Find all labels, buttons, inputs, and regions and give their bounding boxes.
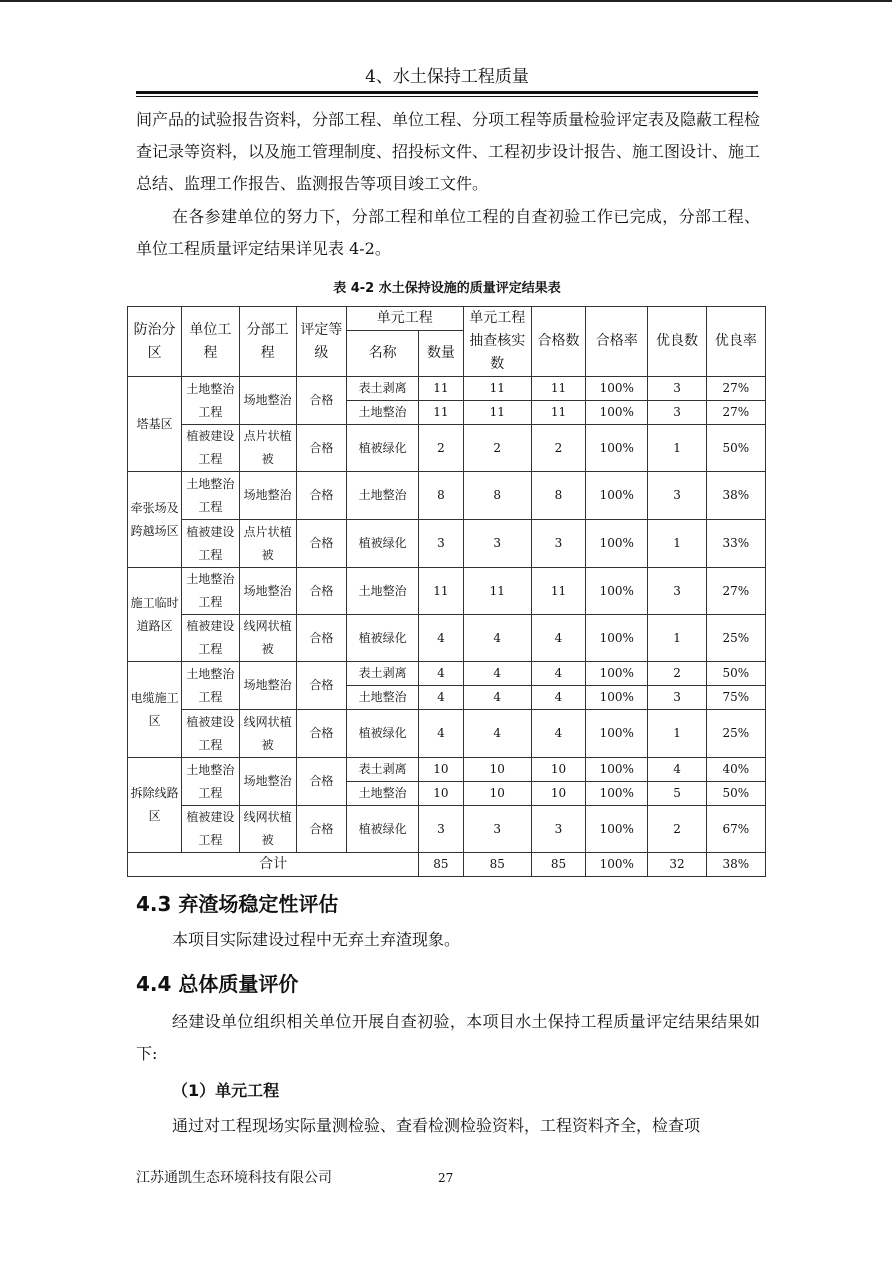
cell-sub: 线网状植被: [239, 615, 296, 662]
cell-pass-rate: 100%: [586, 710, 648, 758]
cell-sample: 4: [463, 686, 531, 710]
cell-count: 11: [419, 401, 463, 425]
cell-name: 土地整治: [347, 472, 419, 520]
header-rule-thick: [136, 91, 758, 94]
section-4-4-title: 4.4 总体质量评价: [136, 972, 299, 996]
cell-sub: 点片状植被: [239, 425, 296, 472]
cell-sub: 场地整治: [239, 758, 296, 806]
cell-pass-rate: 100%: [586, 615, 648, 662]
cell-grade: 合格: [296, 710, 346, 758]
cell-sample: 10: [463, 758, 531, 782]
cell-excellent: 1: [648, 520, 706, 568]
cell-pass: 10: [531, 758, 585, 782]
cell-count: 3: [419, 520, 463, 568]
cell-sample: 4: [463, 662, 531, 686]
cell-pass: 8: [531, 472, 585, 520]
cell-excellent: 3: [648, 686, 706, 710]
cell-name: 土地整治: [347, 686, 419, 710]
cell-pass-rate: 100%: [586, 520, 648, 568]
header-sub: 分部工程: [239, 307, 296, 377]
cell-excellent: 2: [648, 662, 706, 686]
table-caption: 表 4-2 水土保持设施的质量评定结果表: [333, 281, 561, 296]
footer-company: 江苏通凯生态环境科技有限公司: [136, 1170, 332, 1186]
cell-sample: 3: [463, 520, 531, 568]
cell-grade: 合格: [296, 758, 346, 806]
cell-name: 植被绿化: [347, 520, 419, 568]
cell-name: 植被绿化: [347, 806, 419, 853]
cell-pass: 4: [531, 615, 585, 662]
cell-excellent: 3: [648, 401, 706, 425]
header-name: 名称: [347, 331, 419, 377]
header-excellent: 优良数: [648, 307, 706, 377]
cell-sub: 场地整治: [239, 662, 296, 710]
cell-count: 10: [419, 782, 463, 806]
cell-excellent: 1: [648, 425, 706, 472]
cell-sample: 4: [463, 710, 531, 758]
section-4-3-text: 本项目实际建设过程中无弃土弃渣现象。: [172, 930, 461, 949]
cell-sample: 10: [463, 782, 531, 806]
cell-name: 土地整治: [347, 782, 419, 806]
total-excellent-rate: 38%: [706, 853, 765, 877]
cell-name: 表土剥离: [347, 377, 419, 401]
header-element: 单元工程: [347, 307, 464, 331]
cell-zone: 施工临时道路区: [128, 568, 182, 662]
cell-sample: 11: [463, 401, 531, 425]
cell-excellent: 4: [648, 758, 706, 782]
cell-count: 8: [419, 472, 463, 520]
cell-excellent-rate: 50%: [706, 662, 765, 686]
cell-pass: 11: [531, 568, 585, 615]
cell-pass-rate: 100%: [586, 472, 648, 520]
total-sample: 85: [463, 853, 531, 877]
cell-unit: 植被建设工程: [182, 710, 239, 758]
total-pass: 85: [531, 853, 585, 877]
quality-table: [127, 306, 766, 877]
header-pass: 合格数: [531, 307, 585, 377]
cell-sub: 线网状植被: [239, 710, 296, 758]
cell-unit: 植被建设工程: [182, 615, 239, 662]
cell-grade: 合格: [296, 568, 346, 615]
header-rule-thin: [136, 96, 758, 97]
total-label: 合计: [128, 853, 419, 877]
page-number: 27: [438, 1171, 454, 1185]
cell-pass: 11: [531, 377, 585, 401]
cell-count: 11: [419, 568, 463, 615]
cell-count: 4: [419, 615, 463, 662]
cell-excellent: 3: [648, 568, 706, 615]
cell-sample: 11: [463, 568, 531, 615]
cell-name: 土地整治: [347, 568, 419, 615]
cell-zone: 拆除线路区: [128, 758, 182, 853]
cell-sample: 3: [463, 806, 531, 853]
cell-pass-rate: 100%: [586, 568, 648, 615]
subsection-text: 通过对工程现场实际量测检验、查看检测检验资料，工程资料齐全，检查项: [172, 1116, 701, 1135]
cell-sub: 点片状植被: [239, 520, 296, 568]
cell-excellent: 1: [648, 615, 706, 662]
cell-unit: 土地整治工程: [182, 568, 239, 615]
cell-excellent-rate: 27%: [706, 377, 765, 401]
cell-unit: 土地整治工程: [182, 472, 239, 520]
section-4-3-title: 4.3 弃渣场稳定性评估: [136, 892, 339, 916]
cell-pass: 4: [531, 710, 585, 758]
cell-sub: 场地整治: [239, 472, 296, 520]
body-paragraph-1: 间产品的试验报告资料，分部工程、单位工程、分项工程等质量检验评定表及隐蔽工程检查记录等资料，以及施工管理制度、招投标文件、工程初步设计报告、施工图设计、施工总结、监理工作报告、监测报告等项目竣工文件。: [136, 110, 761, 193]
cell-count: 2: [419, 425, 463, 472]
cell-count: 3: [419, 806, 463, 853]
cell-name: 表土剥离: [347, 662, 419, 686]
header-excellent-rate: 优良率: [706, 307, 765, 377]
cell-sample: 11: [463, 377, 531, 401]
cell-excellent: 3: [648, 377, 706, 401]
cell-pass: 3: [531, 806, 585, 853]
page-header: 4、水土保持工程质量: [365, 67, 529, 87]
cell-pass-rate: 100%: [586, 662, 648, 686]
cell-pass: 4: [531, 662, 585, 686]
total-pass-rate: 100%: [586, 853, 648, 877]
cell-sub: 线网状植被: [239, 806, 296, 853]
cell-name: 表土剥离: [347, 758, 419, 782]
cell-unit: 土地整治工程: [182, 758, 239, 806]
cell-count: 4: [419, 686, 463, 710]
cell-sample: 2: [463, 425, 531, 472]
body-paragraph-2: 在各参建单位的努力下，分部工程和单位工程的自查初验工作已完成，分部工程、单位工程质量评定结果详见表 4-2。: [136, 207, 760, 258]
cell-count: 4: [419, 662, 463, 686]
cell-pass-rate: 100%: [586, 425, 648, 472]
cell-excellent-rate: 40%: [706, 758, 765, 782]
cell-excellent: 3: [648, 472, 706, 520]
section-4-4-text: 经建设单位组织相关单位开展自查初验，本项目水土保持工程质量评定结果结果如下:: [136, 1012, 760, 1063]
cell-grade: 合格: [296, 520, 346, 568]
cell-pass: 3: [531, 520, 585, 568]
subsection-title: （1）单元工程: [172, 1081, 280, 1100]
cell-excellent-rate: 67%: [706, 806, 765, 853]
cell-zone: 电缆施工区: [128, 662, 182, 758]
total-count: 85: [419, 853, 463, 877]
cell-pass: 10: [531, 782, 585, 806]
cell-excellent-rate: 75%: [706, 686, 765, 710]
cell-excellent: 2: [648, 806, 706, 853]
cell-name: 土地整治: [347, 401, 419, 425]
header-grade: 评定等级: [296, 307, 346, 377]
header-count: 数量: [419, 331, 463, 377]
cell-sample: 4: [463, 615, 531, 662]
cell-zone: 塔基区: [128, 377, 182, 472]
cell-excellent-rate: 33%: [706, 520, 765, 568]
cell-pass-rate: 100%: [586, 377, 648, 401]
cell-name: 植被绿化: [347, 710, 419, 758]
cell-pass: 11: [531, 401, 585, 425]
header-unit: 单位工程: [182, 307, 239, 377]
cell-sample: 8: [463, 472, 531, 520]
cell-sub: 场地整治: [239, 568, 296, 615]
total-excellent: 32: [648, 853, 706, 877]
cell-excellent-rate: 27%: [706, 568, 765, 615]
cell-grade: 合格: [296, 472, 346, 520]
cell-pass-rate: 100%: [586, 401, 648, 425]
cell-name: 植被绿化: [347, 425, 419, 472]
cell-excellent-rate: 50%: [706, 425, 765, 472]
cell-excellent: 5: [648, 782, 706, 806]
cell-excellent-rate: 27%: [706, 401, 765, 425]
cell-pass-rate: 100%: [586, 782, 648, 806]
cell-pass-rate: 100%: [586, 806, 648, 853]
cell-pass-rate: 100%: [586, 758, 648, 782]
cell-pass: 4: [531, 686, 585, 710]
top-border: [0, 0, 892, 2]
cell-count: 4: [419, 710, 463, 758]
cell-grade: 合格: [296, 806, 346, 853]
header-sample: 单元工程抽查核实数: [463, 307, 531, 377]
cell-excellent-rate: 25%: [706, 615, 765, 662]
cell-grade: 合格: [296, 615, 346, 662]
cell-zone: 牵张场及跨越场区: [128, 472, 182, 568]
cell-count: 10: [419, 758, 463, 782]
cell-grade: 合格: [296, 662, 346, 710]
cell-grade: 合格: [296, 425, 346, 472]
cell-unit: 植被建设工程: [182, 520, 239, 568]
cell-pass-rate: 100%: [586, 686, 648, 710]
cell-unit: 植被建设工程: [182, 425, 239, 472]
cell-excellent-rate: 25%: [706, 710, 765, 758]
cell-excellent: 1: [648, 710, 706, 758]
cell-sub: 场地整治: [239, 377, 296, 425]
header-zone: 防治分区: [128, 307, 182, 377]
cell-excellent-rate: 38%: [706, 472, 765, 520]
cell-name: 植被绿化: [347, 615, 419, 662]
cell-excellent-rate: 50%: [706, 782, 765, 806]
cell-unit: 土地整治工程: [182, 377, 239, 425]
header-pass-rate: 合格率: [586, 307, 648, 377]
cell-unit: 植被建设工程: [182, 806, 239, 853]
cell-pass: 2: [531, 425, 585, 472]
cell-grade: 合格: [296, 377, 346, 425]
cell-unit: 土地整治工程: [182, 662, 239, 710]
cell-count: 11: [419, 377, 463, 401]
